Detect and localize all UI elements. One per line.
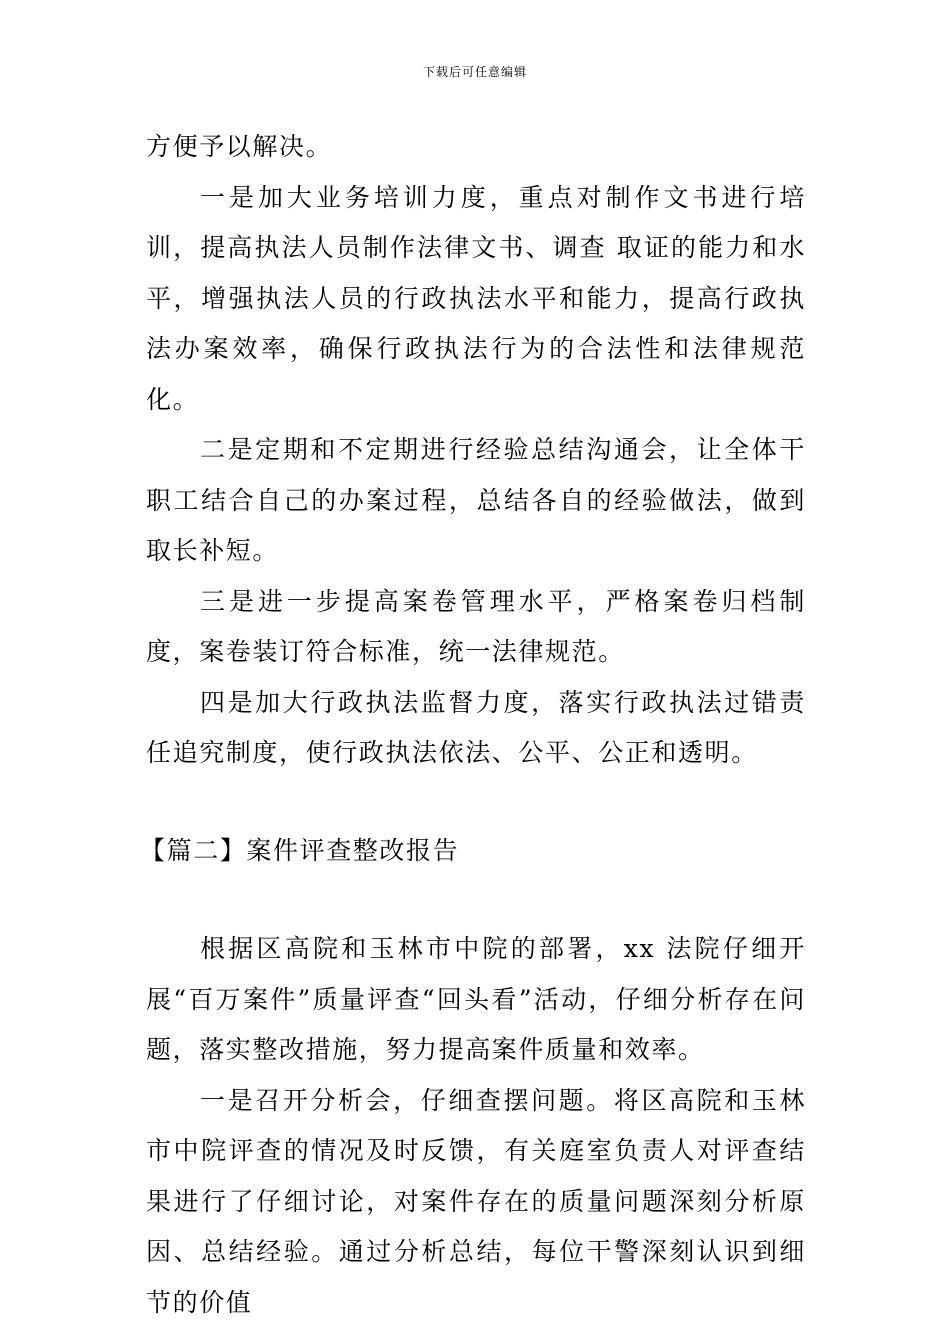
section-title: 【篇二】案件评查整改报告 xyxy=(140,835,460,865)
paragraph-measure-2: 二是定期和不定期进行经验总结沟通会，让全体干职工结合自己的办案过程，总结各自的经验做法，做到取长补短。 xyxy=(146,435,806,565)
paragraph-report-measure-1: 一是召开分析会，仔细查摆问题。将区高院和玉林市中院评查的情况及时反馈，有关庭室负责人对评查结果进行了仔细讨论，对案件存在的质量问题深刻分析原因、总结经验。通过分析总结，每位干警深刻认识到细节的价值 xyxy=(146,1085,806,1317)
paragraph-measure-3: 三是进一步提高案卷管理水平，严格案卷归档制度，案卷装订符合标准，统一法律规范。 xyxy=(146,586,806,666)
document-body xyxy=(140,122,806,1328)
page-header: 下载后可任意编辑 xyxy=(422,65,527,79)
paragraph-continuation: 方便予以解决。 xyxy=(146,132,333,161)
paragraph-measure-4: 四是加大行政执法监督力度，落实行政执法过错责任追究制度，使行政执法依法、公平、公正和透明。 xyxy=(146,687,806,767)
paragraph-measure-1: 一是加大业务培训力度，重点对制作文书进行培训，提高执法人员制作法律文书、调查 取证的能力和水平，增强执法人员的行政执法水平和能力，提高行政执法办案效率，确保行政执法行为的合法性和法律规范化。 xyxy=(146,182,806,414)
paragraph-report-intro: 根据区高院和玉林市中院的部署，xx 法院仔细开展“百万案件”质量评查“回头看”活动，仔细分析存在问题，落实整改措施，努力提高案件质量和效率。 xyxy=(146,934,806,1064)
